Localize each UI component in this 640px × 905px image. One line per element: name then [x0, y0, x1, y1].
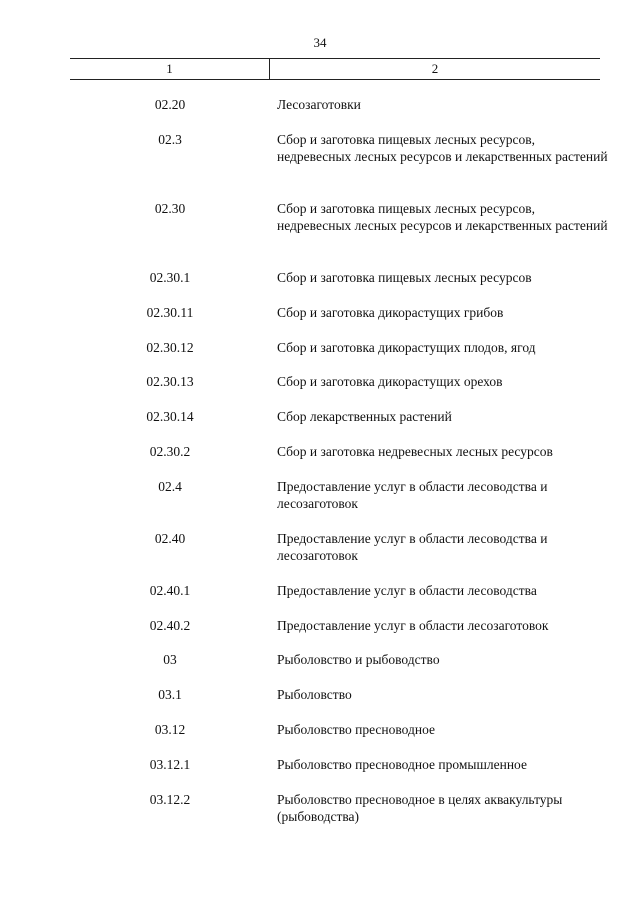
row-code: 02.30.2 — [149, 444, 191, 459]
row-code: 02.40.1 — [149, 583, 191, 598]
row-code: 03.12.1 — [149, 757, 191, 772]
row-code: 03 — [163, 652, 177, 667]
row-code: 02.20 — [154, 97, 186, 112]
row-name: Сбор и заготовка пищевых лесных ресурсов — [277, 270, 532, 285]
row-name: Предоставление услуг в области лесоводства и лесозаготовок — [277, 479, 548, 511]
row-code: 03.12 — [154, 722, 186, 737]
row-name: Сбор и заготовка недревесных лесных ресурсов — [277, 444, 553, 459]
row-name: Лесозаготовки — [277, 97, 361, 112]
row-name: Рыболовство пресноводное в целях аквакультуры (рыбоводства) — [277, 792, 563, 824]
row-code: 02.30.1 — [149, 270, 191, 285]
page-number: 34 — [313, 35, 327, 50]
row-name: Предоставление услуг в области лесоводства — [277, 583, 537, 598]
column-header-code: 1 — [70, 59, 270, 79]
row-code: 03.12.2 — [149, 792, 191, 807]
row-name: Сбор и заготовка дикорастущих грибов — [277, 305, 504, 320]
row-name: Сбор и заготовка пищевых лесных ресурсов, недревесных лесных ресурсов и лекарственных растений — [277, 132, 608, 164]
row-name: Рыболовство и рыбоводство — [277, 652, 440, 667]
row-name: Сбор лекарственных растений — [277, 409, 452, 424]
column-header-name: 2 — [431, 61, 439, 76]
row-code: 02.4 — [158, 479, 182, 494]
row-name: Предоставление услуг в области лесозаготовок — [277, 618, 549, 633]
row-code: 02.30.11 — [146, 305, 194, 320]
row-code: 02.40.2 — [149, 618, 191, 633]
row-code: 02.30.13 — [146, 374, 194, 389]
row-name: Сбор и заготовка дикорастущих плодов, ягод — [277, 340, 536, 355]
row-code: 02.30.14 — [146, 409, 194, 424]
row-code: 02.30 — [154, 201, 186, 216]
row-name: Предоставление услуг в области лесоводства и лесозаготовок — [277, 531, 548, 563]
row-name: Рыболовство пресноводное — [277, 722, 436, 737]
row-code: 02.3 — [158, 132, 182, 147]
row-code: 03.1 — [158, 687, 182, 702]
row-name: Рыболовство — [277, 687, 352, 702]
row-name: Рыболовство пресноводное промышленное — [277, 757, 527, 772]
row-code: 02.30.12 — [146, 340, 194, 355]
row-name: Сбор и заготовка дикорастущих орехов — [277, 374, 503, 389]
row-code: 02.40 — [154, 531, 186, 546]
row-name: Сбор и заготовка пищевых лесных ресурсов, недревесных лесных ресурсов и лекарственных растений — [277, 201, 608, 233]
